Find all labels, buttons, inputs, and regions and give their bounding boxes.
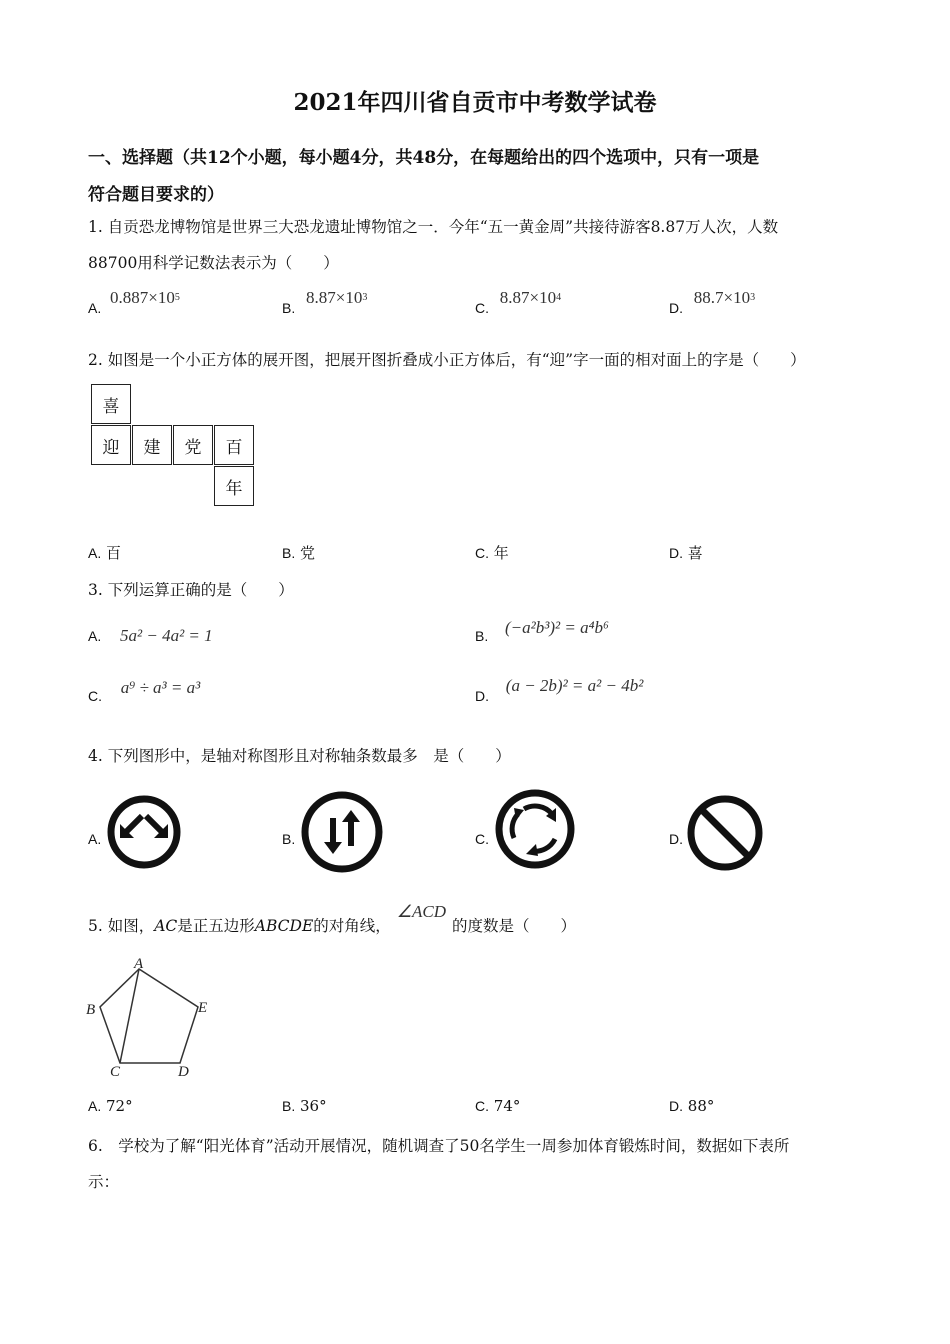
- q2-option-c: C. 年: [475, 544, 509, 562]
- vertex-label-b: B: [86, 1002, 96, 1018]
- q3-option-a: A. 5a² − 4a² = 1: [88, 626, 213, 645]
- pentagon-figure: [80, 952, 220, 1082]
- net-cell-jian: 建: [132, 425, 172, 465]
- vertex-label-c: C: [110, 1064, 121, 1080]
- q6-text-line-2: 示：: [88, 1173, 120, 1191]
- q3-option-b: B. (−a²b³)² = a⁴b⁶: [475, 618, 609, 644]
- q4-option-a-label: A.: [88, 831, 102, 847]
- section-heading-line-1: 一、选择题（共12个小题，每小题4分，共48分，在每题给出的四个选项中，只有一项是: [88, 148, 760, 168]
- section-heading-line-2: 符合题目要求的）: [88, 185, 224, 205]
- net-cell-xi: 喜: [91, 384, 131, 424]
- q2-option-a: A. 百: [88, 544, 122, 562]
- q1-text-line-2: 88700用科学记数法表示为（ ）: [88, 254, 339, 272]
- angle-acd: ∠ACD: [396, 902, 447, 921]
- q3-text: 3. 下列运算正确的是（ ）: [88, 581, 294, 599]
- prohibition-sign-icon: [686, 794, 764, 872]
- q2-option-b: B. 党: [282, 544, 316, 562]
- net-cell-ying: 迎: [91, 425, 131, 465]
- page-title: 2021年四川省自贡市中考数学试卷: [293, 89, 657, 116]
- q4-option-b-label: B.: [282, 831, 296, 847]
- q3-option-c: C. a⁹ ÷ a³ = a³: [88, 678, 201, 704]
- q5-option-c: C. 74°: [475, 1097, 521, 1115]
- two-way-traffic-sign-icon: [300, 790, 384, 874]
- q4-option-d-label: D.: [669, 831, 683, 847]
- vertex-label-e: E: [198, 1000, 208, 1016]
- vertex-label-d: D: [178, 1064, 189, 1080]
- q4-option-c-label: C.: [475, 831, 489, 847]
- net-cell-dang: 党: [173, 425, 213, 465]
- vertex-label-a: A: [134, 956, 144, 972]
- q2-option-d: D. 喜: [669, 544, 703, 562]
- q5-option-d: D. 88°: [669, 1097, 715, 1115]
- q1-text-line-1: 1. 自贡恐龙博物馆是世界三大恐龙遗址博物馆之一．今年“五一黄金周”共接待游客8.87万人次，人数: [88, 218, 779, 236]
- roundabout-sign-icon: [494, 788, 576, 870]
- net-cell-nian: 年: [214, 466, 254, 506]
- q1-option-a: A. $0.887\times 10^5$: [88, 288, 180, 316]
- q1-option-c: C. $8.87\times 10^4$: [475, 288, 562, 316]
- q5-option-a: A. 72°: [88, 1097, 133, 1115]
- q3-option-d: D. (a − 2b)² = a² − 4b²: [475, 676, 644, 704]
- q1-option-d: D. $88.7\times 10^3$: [669, 288, 756, 316]
- q6-text-line-1: 6. 学校为了解“阳光体育”活动开展情况，随机调查了50名学生一周参加体育锻炼时间，数据如下表所: [88, 1137, 790, 1155]
- q2-text: 2. 如图是一个小正方体的展开图，把展开图折叠成小正方体后，有“迎”字一面的相对面上的字是（ ）: [88, 351, 806, 369]
- q1-option-b: B. $8.87\times 10^3$: [282, 288, 368, 316]
- q4-text: 4. 下列图形中，是轴对称图形且对称轴条数最多 是（ ）: [88, 747, 511, 765]
- diverging-arrows-sign-icon: [106, 794, 182, 870]
- q5-text: 5. 如图，AC是正五边形ABCDE的对角线，∠ACD的度数是（ ）: [88, 902, 577, 935]
- q5-option-b: B. 36°: [282, 1097, 327, 1115]
- net-cell-bai: 百: [214, 425, 254, 465]
